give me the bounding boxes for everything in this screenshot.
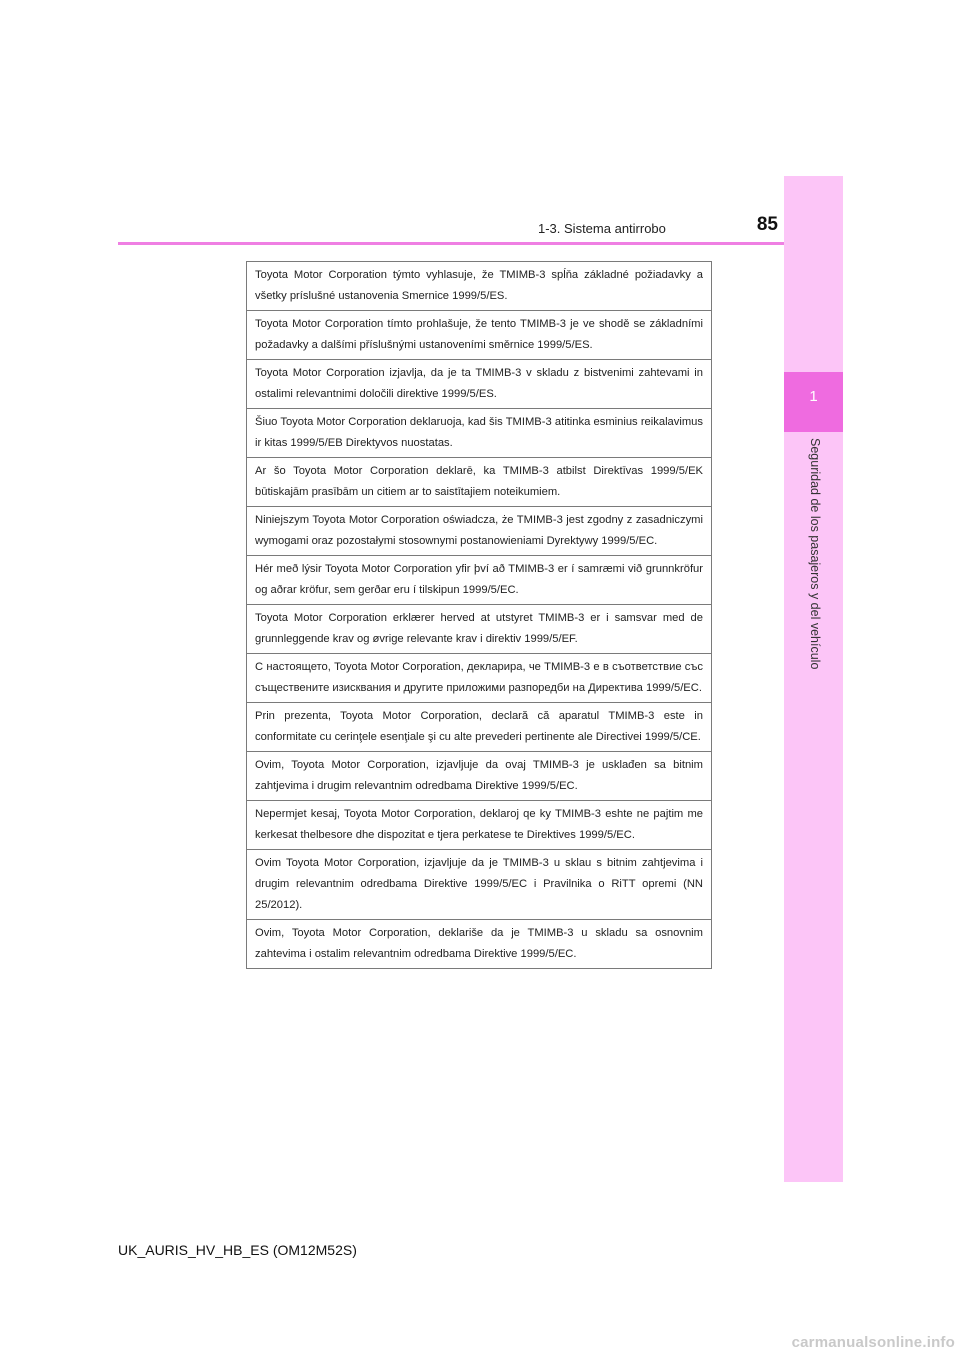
table-row (247, 507, 712, 556)
watermark[interactable]: carmanualsonline.info (791, 1334, 955, 1351)
declaration-croatian: Ovim Toyota Motor Corporation, izjavljuje da je TMIMB-3 u sklau s bitnim zahtjevima i drugim relevantnim odredbama Direktive 1999/5/EC i Pravilnika o RiTT opremi (NN 25/2012). (247, 850, 712, 920)
table-row (247, 654, 712, 703)
declaration-slovenian: Toyota Motor Corporation izjavlja, da je ta TMIMB-3 v skladu z bistvenimi zahtevami in ostalimi relevantnimi določili direktive 1999/5/ES. (247, 360, 712, 409)
declaration-czech: Toyota Motor Corporation tímto prohlašuje, že tento TMIMB-3 je ve shodě se základními požadavky a dalšími příslušnými ustanoveními směrnice 1999/5/ES. (247, 311, 712, 360)
chapter-label: Seguridad de los pasajeros y del vehículo (808, 438, 822, 670)
declaration-romanian: Prin prezenta, Toyota Motor Corporation, declară că aparatul TMIMB-3 este in conformitate cu cerinţele esenţiale şi cu alte prevederi pertinente ale Directivei 1999/5/CE. (247, 703, 712, 752)
table-row (247, 262, 712, 311)
page-number: 85 (756, 214, 778, 235)
table-row (247, 360, 712, 409)
document-code: UK_AURIS_HV_HB_ES (OM12M52S) (118, 1242, 357, 1258)
table-row (247, 801, 712, 850)
header-divider (118, 242, 784, 245)
declaration-icelandic: Hér með lýsir Toyota Motor Corporation yfir því að TMIMB-3 er í samræmi við grunnkröfur og aðrar kröfur, sem gerðar eru í tilskipun 1999/5/EC. (247, 556, 712, 605)
declaration-slovak: Toyota Motor Corporation týmto vyhlasuje, že TMIMB-3 spĺňa základné požiadavky a všetky príslušné ustanovenia Smernice 1999/5/ES. (247, 262, 712, 311)
table-row (247, 409, 712, 458)
table-row (247, 556, 712, 605)
chapter-side-tab (784, 176, 843, 1182)
table-row (247, 752, 712, 801)
declaration-norwegian: Toyota Motor Corporation erklærer herved at utstyret TMIMB-3 er i samsvar med de grunnleggende krav og øvrige relevante krav i direktiv 1999/5/EF. (247, 605, 712, 654)
table-row (247, 920, 712, 969)
table-row (247, 311, 712, 360)
declaration-polish: Niniejszym Toyota Motor Corporation oświadcza, że TMIMB-3 jest zgodny z zasadniczymi wymogami oraz pozostałymi stosownymi postanowieniami Dyrektywy 1999/5/EC. (247, 507, 712, 556)
declaration-lithuanian: Šiuo Toyota Motor Corporation deklaruoja, kad šis TMIMB-3 atitinka esminius reikalavimus ir kitas 1999/5/EB Direktyvos nuostatas. (247, 409, 712, 458)
table-row (247, 605, 712, 654)
table-row (247, 458, 712, 507)
table-row (247, 850, 712, 920)
declaration-serbian: Ovim, Toyota Motor Corporation, deklariše da je TMIMB-3 u skladu sa osnovnim zahtevima i ostalim relevantnim odredbama Direktive 1999/5/EC. (247, 920, 712, 969)
declaration-bosnian: Ovim, Toyota Motor Corporation, izjavljuje da ovaj TMIMB-3 je usklađen sa bitnim zahtjevima i drugim relevantnim odredbama Direktive 1999/5/EC. (247, 752, 712, 801)
section-title: 1-3. Sistema antirrobo (538, 221, 666, 236)
declaration-albanian: Nepermjet kesaj, Toyota Motor Corporation, deklaroj qe ky TMIMB-3 eshte ne pajtim me kerkesat thelbesore dhe dispozitat e tjera perkatese te Direktives 1999/5/EC. (247, 801, 712, 850)
declaration-bulgarian: С настоящето, Toyota Motor Corporation, декларира, че TMIMB-3 е в съответствие със съществените изисквания и другите приложими разпоредби на Директива 1999/5/ЕС. (247, 654, 712, 703)
declarations-table (246, 261, 712, 969)
table-row (247, 703, 712, 752)
chapter-number: 1 (809, 388, 818, 405)
declaration-latvian: Ar šo Toyota Motor Corporation deklarē, ka TMIMB-3 atbilst Direktīvas 1999/5/EK būtiskajām prasībām un citiem ar to saistītajiem noteikumiem. (247, 458, 712, 507)
